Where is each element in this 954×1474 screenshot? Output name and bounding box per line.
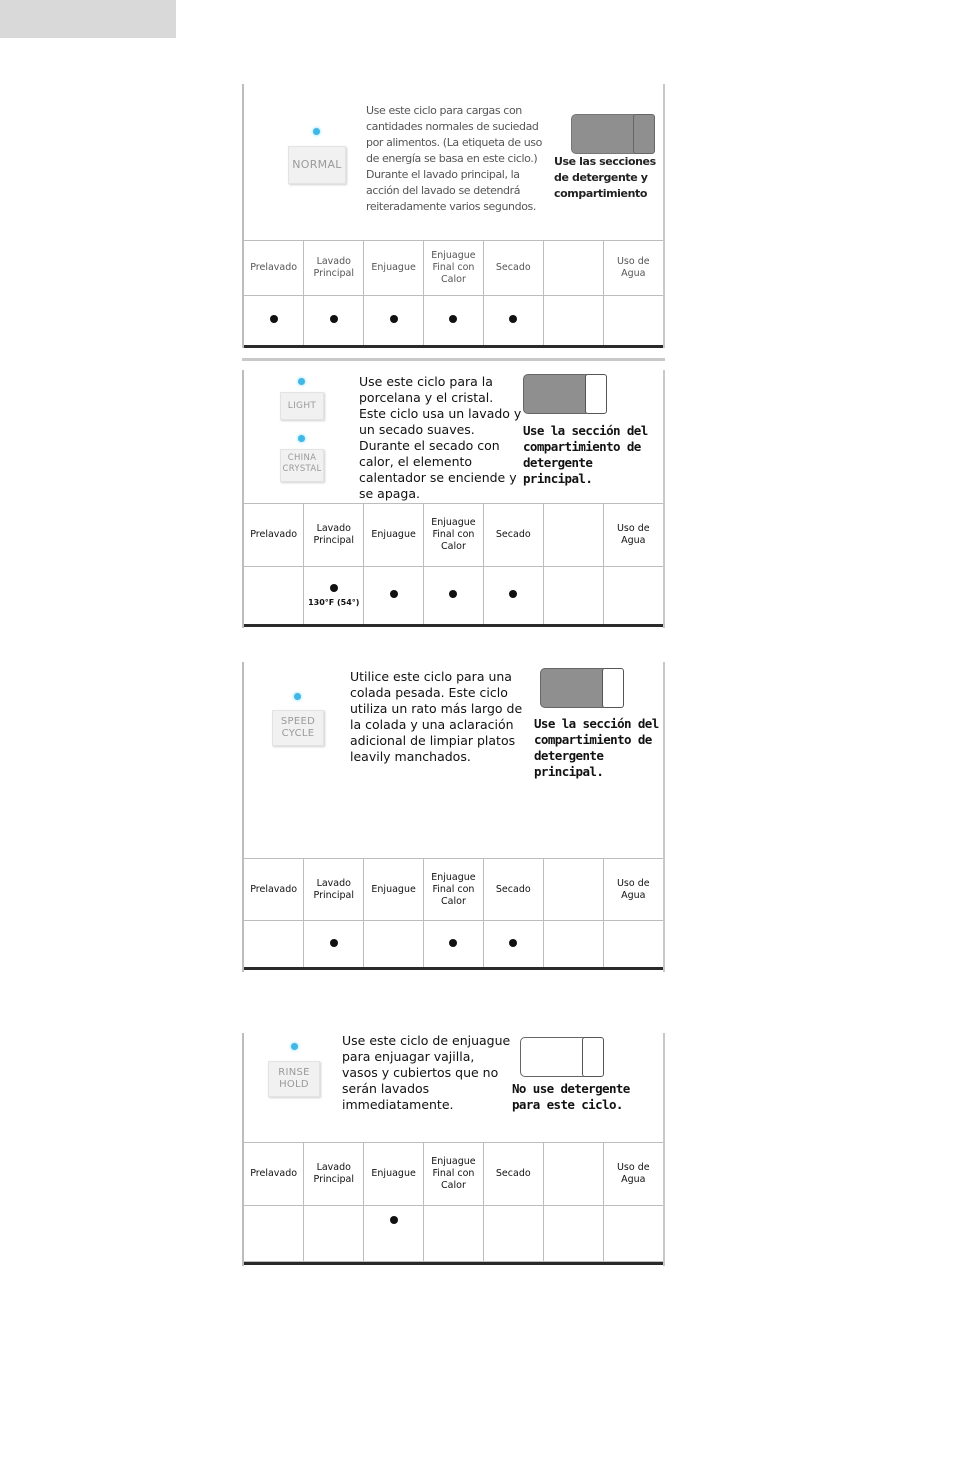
cell-secado xyxy=(483,921,543,969)
col-enjuague-final: Enjuague Final con Calor xyxy=(424,859,484,921)
col-uso-agua: Uso de Agua xyxy=(603,241,663,296)
cell-lavado xyxy=(304,296,364,346)
col-lavado-principal: Lavado Principal xyxy=(304,1143,364,1206)
detergent-dispenser-icon xyxy=(571,114,655,152)
filled-dot-icon xyxy=(509,939,517,947)
col-enjuague-final: Enjuague Final con Calor xyxy=(424,504,484,567)
panel-bottom-rule xyxy=(244,1262,663,1265)
cycle-table xyxy=(244,240,663,346)
col-uso-agua: Uso de Agua xyxy=(603,504,663,567)
col-prelavado: Prelavado xyxy=(244,859,304,921)
cell-prelavado xyxy=(244,921,304,969)
cycle-description: Use este ciclo para la porcelana y el cristal. Este ciclo usa un lavado y un secado suaves. Durante el secado con calor, el elemento calentador se enciende y se apaga. xyxy=(359,374,522,501)
cycle-description: Use este ciclo para cargas con cantidades normales de suciedad por alimentos. (La etiqueta de uso de energía se basa en este ciclo.) Durante el lavado principal, la acción del lavado se detendrá reiteradamente varios segundos. xyxy=(366,104,542,213)
cell-lavado xyxy=(304,567,364,625)
col-prelavado: Prelavado xyxy=(244,1143,304,1206)
cycle-panel-normal xyxy=(242,84,665,348)
cell-lavado xyxy=(304,1206,364,1262)
cell-lavado xyxy=(304,921,364,969)
filled-dot-icon xyxy=(509,590,517,598)
normal-button[interactable]: NORMAL xyxy=(288,146,346,184)
cell-blank xyxy=(543,1206,603,1262)
col-blank xyxy=(543,241,603,296)
cell-prelavado xyxy=(244,1206,304,1262)
detergent-note: Use la sección del compartimiento de detergente principal. xyxy=(534,716,659,779)
cell-uso-agua xyxy=(603,567,663,625)
filled-dot-icon xyxy=(390,315,398,323)
panel-bottom-rule xyxy=(244,345,663,348)
filled-dot-icon xyxy=(330,584,338,592)
cell-enjuague-final xyxy=(424,1206,484,1262)
col-prelavado: Prelavado xyxy=(244,504,304,567)
col-secado: Secado xyxy=(483,1143,543,1206)
cell-blank xyxy=(543,296,603,346)
cell-secado xyxy=(483,567,543,625)
col-blank xyxy=(543,1143,603,1206)
col-secado: Secado xyxy=(483,504,543,567)
filled-dot-icon xyxy=(449,939,457,947)
cell-enjuague xyxy=(364,1206,424,1262)
col-enjuague: Enjuague xyxy=(364,504,424,567)
filled-dot-icon xyxy=(390,590,398,598)
detergent-note: No use detergente para este ciclo. xyxy=(512,1081,630,1112)
filled-dot-icon xyxy=(270,315,278,323)
col-enjuague: Enjuague xyxy=(364,241,424,296)
cell-enjuague xyxy=(364,921,424,969)
col-secado: Secado xyxy=(483,859,543,921)
col-lavado-principal: Lavado Principal xyxy=(304,504,364,567)
cycle-description: Use este ciclo de enjuague para enjuagar vajilla, vasos y cubiertos que no serán lavados immediatamente. xyxy=(342,1033,511,1112)
speed-cycle-button[interactable]: SPEED CYCLE xyxy=(272,710,324,746)
led-indicator-icon xyxy=(298,378,305,385)
detergent-dispenser-icon xyxy=(520,1037,604,1075)
cell-enjuague xyxy=(364,296,424,346)
cell-prelavado xyxy=(244,567,304,625)
cycle-description: Utilice este ciclo para una colada pesada. Este ciclo utiliza un rato más largo de la colada y una aclaración adicional de limpiar platos leavily manchados. xyxy=(350,669,523,764)
section-separator xyxy=(242,358,665,361)
cell-uso-agua xyxy=(603,296,663,346)
col-uso-agua: Uso de Agua xyxy=(603,859,663,921)
filled-dot-icon xyxy=(390,1216,398,1224)
cell-blank xyxy=(543,921,603,969)
cycle-table xyxy=(244,1142,663,1262)
cell-secado xyxy=(483,1206,543,1262)
col-lavado-principal: Lavado Principal xyxy=(304,859,364,921)
cell-uso-agua xyxy=(603,921,663,969)
led-indicator-icon xyxy=(291,1043,298,1050)
led-indicator-icon xyxy=(313,128,320,135)
detergent-dispenser-icon xyxy=(523,374,607,412)
rinse-hold-button[interactable]: RINSE HOLD xyxy=(268,1061,320,1097)
cell-prelavado xyxy=(244,296,304,346)
cell-secado xyxy=(483,296,543,346)
led-indicator-icon xyxy=(298,435,305,442)
detergent-note: Use las secciones de detergente y compartimiento xyxy=(554,155,656,200)
col-uso-agua: Uso de Agua xyxy=(603,1143,663,1206)
detergent-note: Use la sección del compartimiento de detergente principal. xyxy=(523,423,648,486)
col-enjuague: Enjuague xyxy=(364,859,424,921)
col-blank xyxy=(543,504,603,567)
led-indicator-icon xyxy=(294,693,301,700)
cycle-panel-light-china-crystal xyxy=(242,370,665,628)
cell-blank xyxy=(543,567,603,625)
col-secado: Secado xyxy=(483,241,543,296)
page-corner-tab xyxy=(0,0,176,38)
filled-dot-icon xyxy=(330,315,338,323)
filled-dot-icon xyxy=(509,315,517,323)
cell-uso-agua xyxy=(603,1206,663,1262)
detergent-dispenser-icon xyxy=(540,668,624,706)
cycle-panel-rinse-hold xyxy=(242,1033,665,1266)
cell-enjuague-final xyxy=(424,296,484,346)
cell-enjuague-final xyxy=(424,921,484,969)
light-button[interactable]: LIGHT xyxy=(280,392,324,420)
col-prelavado: Prelavado xyxy=(244,241,304,296)
filled-dot-icon xyxy=(330,939,338,947)
col-enjuague: Enjuague xyxy=(364,1143,424,1206)
panel-bottom-rule xyxy=(244,624,663,627)
col-lavado-principal: Lavado Principal xyxy=(304,241,364,296)
col-enjuague-final: Enjuague Final con Calor xyxy=(424,241,484,296)
cell-enjuague xyxy=(364,567,424,625)
cycle-panel-speed-cycle xyxy=(242,662,665,972)
china-crystal-button[interactable]: CHINA CRYSTAL xyxy=(280,449,324,482)
temperature-note: 130°F (54°) xyxy=(308,597,360,607)
cycle-table xyxy=(244,858,663,969)
col-enjuague-final: Enjuague Final con Calor xyxy=(424,1143,484,1206)
cycle-table xyxy=(244,503,663,625)
col-blank xyxy=(543,859,603,921)
cell-enjuague-final xyxy=(424,567,484,625)
filled-dot-icon xyxy=(449,590,457,598)
filled-dot-icon xyxy=(449,315,457,323)
panel-bottom-rule xyxy=(244,967,663,970)
